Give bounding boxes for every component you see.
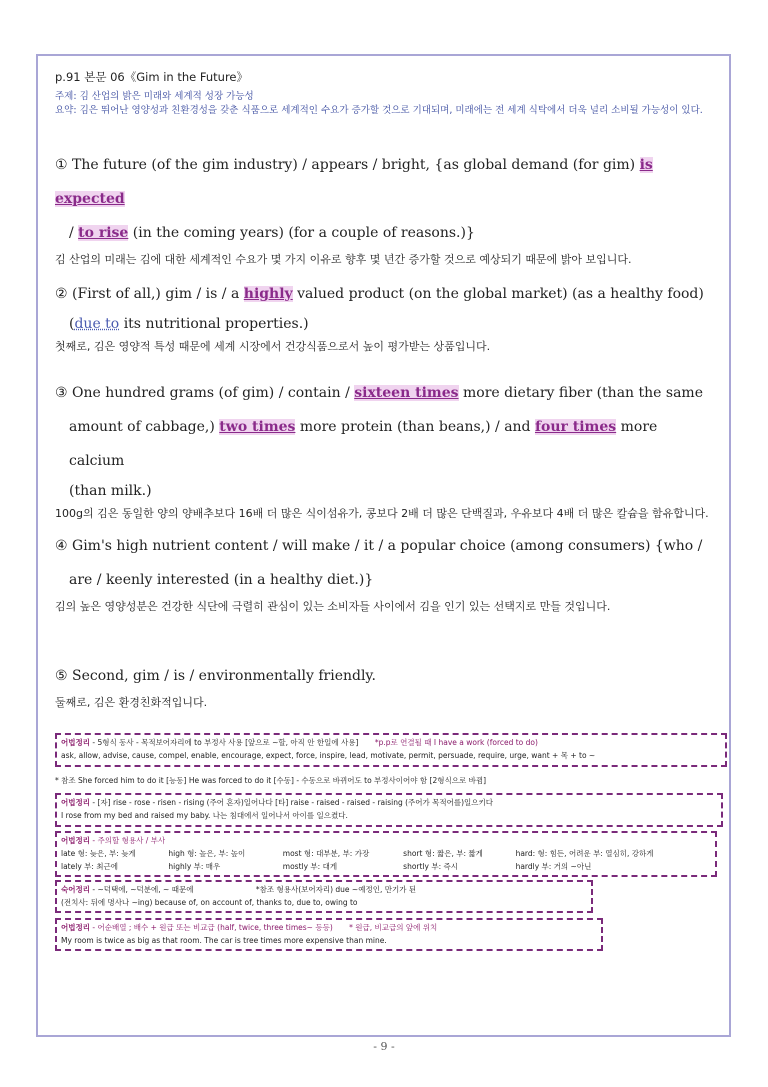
note-line: ask, allow, advise, cause, compel, enable, encourage, expect, force, inspire, lead, motivate, permit, persuade, require, urge, want + 목 + to ~ [61, 751, 596, 760]
highlight: to rise [78, 225, 129, 241]
sentence-number: ④ [55, 538, 68, 554]
sentence-number: ② [55, 286, 68, 302]
note-aside: *p.p로 연결될 때 I have a work (forced to do) [374, 738, 538, 747]
note-cell: highly 부: 매우 [168, 862, 221, 871]
english-text: amount of cabbage,) [69, 419, 215, 435]
sentence-1 [55, 148, 715, 269]
grammar-note-box-2 [55, 793, 723, 827]
english-text: (in the coming years) (for a couple of reasons.)} [132, 225, 475, 241]
note-text: - 5형식 동사 - 목적보어자리에 to 부정사 사용 [앞으로 ~할, 아직 안 한일에 사용] [92, 738, 359, 747]
idiom-highlight: due to [74, 316, 120, 332]
highlight: two times [219, 419, 296, 435]
reference-note: * 참조 She forced him to do it [능동] He was forced to do it [수동] - 수동으로 바뀌어도 to 부정사이어야 함 [2형식으로 바뀜] [55, 776, 487, 785]
note-row [61, 847, 711, 860]
note-cell: short 형: 짧은, 부: 짧게 [403, 849, 483, 858]
note-aside: *참조 형용사(보어자리) due ~예정인, 만기가 된 [255, 885, 417, 894]
note-cell: hardly 부: 거의 ~아닌 [515, 862, 592, 871]
note-label: 어법정리 [61, 738, 90, 747]
note-line: I rose from my bed and raised my baby. 나는 침대에서 일어나서 아이를 일으켰다. [61, 811, 348, 820]
english-text: The future (of the gim industry) / appears / bright, {as global demand (for gim) [72, 157, 636, 173]
note-text: - 어순배열 ; 배수 + 원급 또는 비교급 (half, twice, three times~ 등등) [92, 923, 333, 932]
english-text: One hundred grams (of gim) / contain / [72, 385, 350, 401]
korean-translation: 김의 높은 영양성분은 건강한 식단에 극렬히 관심이 있는 소비자들 사이에서 김을 인기 있는 선택지로 만들 것입니다. [55, 600, 611, 613]
english-text: more dietary fiber (than the same [462, 385, 703, 401]
sentence-4 [55, 529, 715, 616]
sentence-number: ① [55, 157, 68, 173]
korean-translation: 둘째로, 김은 환경친화적입니다. [55, 696, 208, 709]
topic-line: 주제: 김 산업의 밝은 미래와 세계적 성장 가능성 [55, 91, 254, 102]
summary-line: 요약: 김은 뛰어난 영양성과 친환경성을 갖춘 식품으로 세계적인 수요가 증가할 것으로 기대되며, 미래에는 전 세계 식탁에서 더욱 널리 소비될 가능성이 있다. [55, 105, 703, 116]
english-text: / [69, 225, 74, 241]
sentence-5 [55, 659, 715, 712]
highlight: sixteen times [354, 385, 459, 401]
english-text: more protein (than beans,) / and [299, 419, 531, 435]
korean-translation: 100g의 김은 동일한 양의 양배추보다 16배 더 많은 식이섬유가, 콩보다 2배 더 많은 단백질과, 우유보다 4배 더 많은 칼슘을 함유합니다. [55, 507, 709, 520]
highlight: is expected [55, 157, 653, 207]
sentence-number: ⑤ [55, 668, 68, 684]
idiom-note-box [55, 880, 593, 913]
note-text: - 주의할 형용사 / 부사 [92, 836, 166, 845]
note-label: 어법정리 [61, 836, 90, 845]
note-label: 숙어정리 [61, 885, 90, 894]
note-cell: shortly 부: 즉시 [403, 862, 458, 871]
note-row [61, 860, 711, 873]
note-cell: most 형: 대부분, 부: 가장 [282, 849, 370, 858]
note-label: 어법정리 [61, 798, 90, 807]
document-header [55, 69, 715, 118]
korean-translation: 첫째로, 김은 영양적 특성 때문에 세계 시장에서 건강식품으로서 높이 평가받는 상품입니다. [55, 340, 491, 353]
note-text: - ~덕택에, ~덕분에, ~ 때문에 [92, 885, 194, 894]
english-text: ( [69, 316, 75, 332]
english-text: its nutritional properties.) [123, 316, 309, 332]
note-line: (전치사: 뒤에 명사나 ~ing) because of, on account of, thanks to, due to, owing to [61, 898, 358, 907]
korean-translation: 김 산업의 미래는 김에 대한 세계적인 수요가 몇 가지 이유로 향후 몇 년간 증가할 것으로 예상되기 때문에 밝아 보입니다. [55, 253, 632, 266]
note-label: 어법정리 [61, 923, 90, 932]
note-cell: high 형: 높은, 부: 높이 [168, 849, 246, 858]
english-text: (than milk.) [69, 483, 152, 499]
english-text: valued product (on the global market) (as a healthy food) [297, 286, 704, 302]
grammar-note-box-5 [55, 918, 603, 951]
grammar-note-box-3 [55, 831, 717, 877]
english-text: more calcium [69, 419, 658, 469]
sentence-3 [55, 376, 715, 523]
page-title: p.91 본문 06《Gim in the Future》 [55, 70, 249, 84]
note-cell: hard: 형: 힘든, 어려운 부: 열심히, 강하게 [515, 849, 654, 858]
note-aside: * 원급, 비교급의 앞에 위치 [349, 923, 438, 932]
grammar-note-box-1 [55, 733, 727, 767]
note-cell: mostly 부: 대게 [282, 862, 338, 871]
highlight: highly [243, 286, 293, 302]
english-text: Gim's high nutrient content / will make / it / a popular choice (among consumers) {who / [72, 538, 703, 554]
english-text: Second, gim / is / environmentally friendly. [72, 668, 376, 684]
note-line: My room is twice as big as that room. The car is tree times more expensive than mine. [61, 936, 387, 945]
note-cell: late 형: 늦은, 부: 늦게 [61, 849, 136, 858]
note-text: - [자] rise - rose - risen - rising (주어 혼자)일어나다 [타] raise - raised - raised - raising (주어가 목적어를)일으키다 [92, 798, 494, 807]
english-text: (First of all,) gim / is / a [72, 286, 240, 302]
sentence-number: ③ [55, 385, 68, 401]
sentence-2 [55, 277, 715, 356]
page-number: - 9 - [373, 1040, 395, 1053]
english-text: are / keenly interested (in a healthy diet.)} [69, 572, 374, 588]
highlight: four times [534, 419, 617, 435]
note-cell: lately 부: 최근에 [61, 862, 119, 871]
